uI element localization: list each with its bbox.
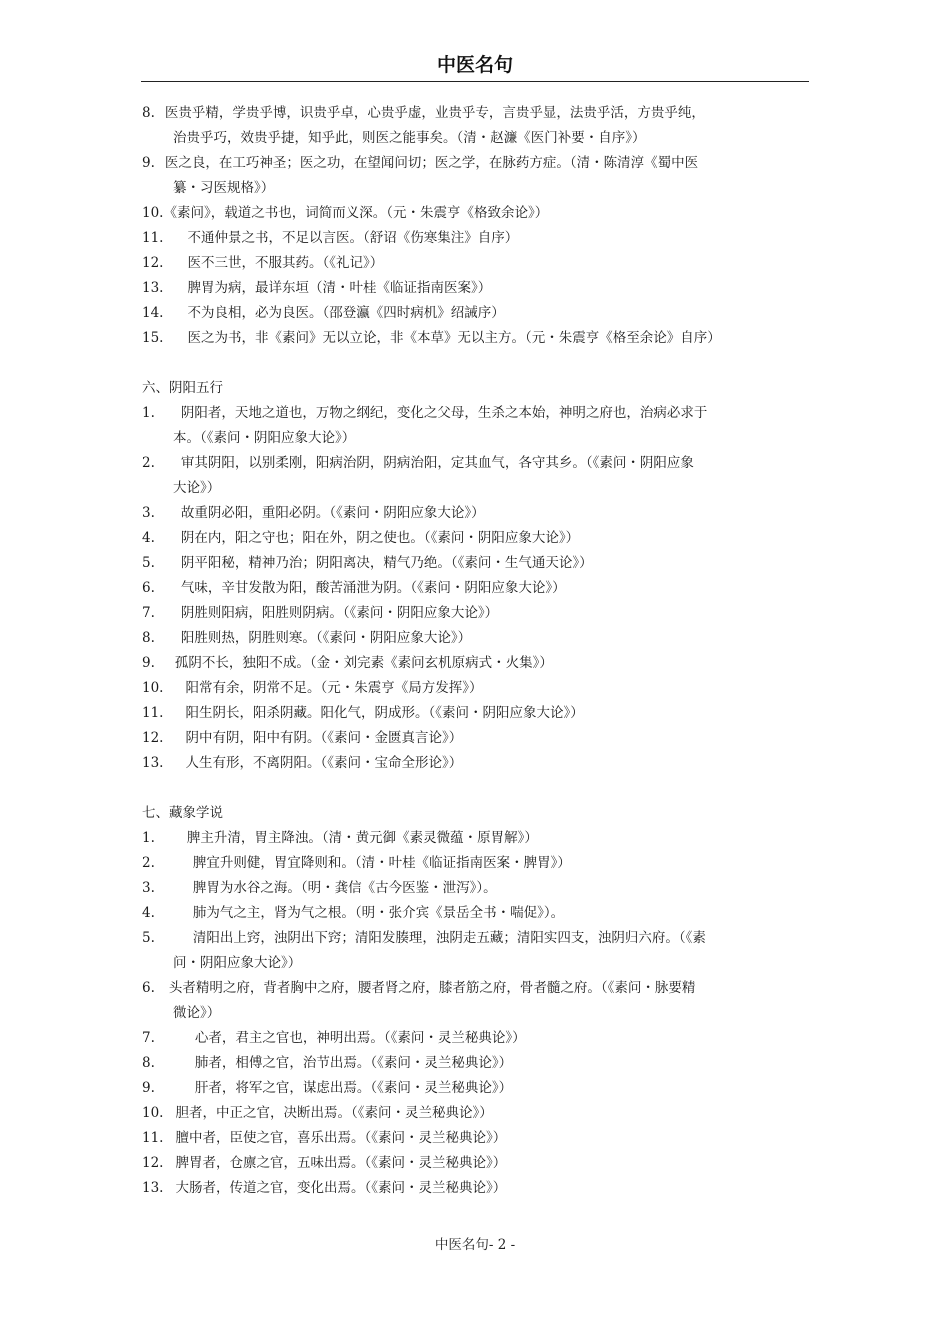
item-number: 5. [142,930,155,946]
item-number: 3. [142,505,155,521]
item-text: 清阳出上窍，浊阴出下窍；清阳发腠理，浊阴走五藏；清阳实四支，浊阴归六府。（《素 [192,930,706,946]
list-item-continuation: 纂・习医规格》） [173,180,275,196]
item-number: 6. [142,980,155,996]
item-number: 5. [142,555,155,571]
page-header-title: 中医名句 [436,54,513,76]
item-text: 脾胃者，仓廪之官，五味出焉。（《素问・灵兰秘典论》） [175,1155,507,1171]
item-number: 11. [142,230,164,246]
item-text: 头者精明之府，背者胸中之府，腰者肾之府，膝者筋之府，骨者髓之府。（《素问・脉要精 [168,980,696,996]
list-item [142,526,810,551]
item-text: 审其阴阳，以别柔刚，阳病治阴，阴病治阳，定其血气，各守其乡。（《素问・阴阳应象 [180,455,694,471]
item-text: 医贵乎精，学贵乎博，识贵乎卓，心贵乎虚，业贵乎专，言贵乎显，法贵乎活，方贵乎纯， [164,105,705,121]
item-number: 13. [142,280,164,296]
list-item [142,976,810,1001]
item-text: 阴平阳秘，精神乃治；阴阳离决，精气乃绝。（《素问・生气通天论》） [180,555,593,571]
item-text: 阳常有余，阴常不足。（元・朱震亨《局方发挥》） [185,680,483,696]
list-item [142,1026,810,1051]
item-text: 故重阴必阳，重阳必阴。（《素问・阴阳应象大论》） [180,505,485,521]
item-number: 15. [142,330,164,346]
list-item-continuation: 大论》） [173,480,221,496]
item-text: 气味，辛甘发散为阳，酸苦涌泄为阴。（《素问・阴阳应象大论》） [180,580,566,596]
section-heading: 六、阴阳五行 [142,380,223,396]
item-number: 8. [142,630,155,646]
list-item [142,1076,810,1101]
item-text: 不为良相，必为良医。（邵登瀛《四时病机》绍誡序） [187,305,505,321]
section-heading: 七、藏象学说 [142,805,223,821]
item-number: 9. [142,1080,155,1096]
item-text: 医之为书，非《素问》无以立论，非《本草》无以主方。（元・朱震亨《格至余论》自序） [187,330,721,346]
item-text: 阴在内，阳之守也；阳在外，阴之使也。（《素问・阴阳应象大论》） [180,530,580,546]
item-number: 8. [142,1055,155,1071]
item-number: 10. [142,680,164,696]
list-item [142,326,810,351]
item-number: 2. [142,855,155,871]
list-item [142,1176,810,1201]
list-item [142,876,810,901]
item-text: 脾胃为病，最详东垣（清・叶桂《临证指南医案》） [187,280,492,296]
item-text: 阴胜则阳病，阳胜则阴病。（《素问・阴阳应象大论》） [180,605,499,621]
item-text: 脾宜升则健，胃宜降则和。（清・叶桂《临证指南医案・脾胃》） [192,855,571,871]
item-text: 不通仲景之书，不足以言医。（舒诏《伤寒集注》自序） [187,230,519,246]
item-text: 医之良，在工巧神圣；医之功，在望闻问切；医之学，在脉药方症。（清・陈清淳《蜀中医 [164,155,699,171]
item-number: 13. [142,1180,164,1196]
list-item [142,726,810,751]
item-text: 肝者，将军之官，谋虑出焉。（《素问・灵兰秘典论》） [194,1080,513,1096]
list-item [142,251,810,276]
list-item [142,901,810,926]
section-gap [142,776,810,801]
item-text: 《素问》，载道之书也，词简而义深。（元・朱震亨《格致余论》） [163,205,549,221]
header-rule [141,81,809,82]
list-item [142,301,810,326]
item-number: 12. [142,255,164,271]
list-item [142,1051,810,1076]
list-item [142,226,810,251]
list-item [142,701,810,726]
list-item [142,576,810,601]
list-item [142,651,810,676]
list-item [142,276,810,301]
list-item [142,926,810,951]
item-number: 11. [142,1130,164,1146]
item-number: 10. [142,1105,164,1121]
item-text: 人生有形，不离阴阳。（《素问・宝命全形论》） [185,755,463,771]
item-number: 9. [142,155,155,171]
list-item [142,751,810,776]
item-number: 9. [142,655,155,671]
list-item [142,151,810,176]
list-item-continuation: 问・阴阳应象大论》） [173,955,302,971]
item-number: 1. [142,830,155,846]
list-item [142,401,810,426]
item-number: 4. [142,530,155,546]
item-number: 4. [142,905,155,921]
list-item-continuation: 微论》） [173,1005,221,1021]
list-item-continuation: 本。（《素问・阴阳应象大论》） [173,430,356,446]
list-item [142,1151,810,1176]
item-text: 大肠者，传道之官，变化出焉。（《素问・灵兰秘典论》） [175,1180,507,1196]
item-text: 阴中有阴，阳中有阴。（《素问・金匮真言论》） [185,730,463,746]
item-number: 7. [142,605,155,621]
item-text: 阳胜则热，阴胜则寒。（《素问・阴阳应象大论》） [180,630,472,646]
item-text: 胆者，中正之官，决断出焉。（《素问・灵兰秘典论》） [175,1105,493,1121]
section-gap [142,351,810,376]
item-number: 7. [142,1030,155,1046]
item-text: 肺者，相傅之官，治节出焉。（《素问・灵兰秘典论》） [194,1055,513,1071]
item-number: 14. [142,305,164,321]
list-item [142,626,810,651]
item-text: 脾胃为水谷之海。（明・龚信《古今医鉴・泄泻》）。 [192,880,497,896]
document-body [142,101,810,1201]
item-number: 13. [142,755,164,771]
list-item [142,551,810,576]
item-number: 3. [142,880,155,896]
item-text: 膻中者，臣使之官，喜乐出焉。（《素问・灵兰秘典论》） [175,1130,507,1146]
item-number: 2. [142,455,155,471]
item-text: 阳生阴长，阳杀阴藏。阳化气，阴成形。（《素问・阴阳应象大论》） [185,705,584,721]
page-footer: 中医名句- 2 - [434,1237,516,1253]
item-text: 医不三世，不服其药。（《礼记》） [187,255,384,271]
list-item [142,1126,810,1151]
list-item [142,601,810,626]
item-number: 10. [142,205,164,221]
list-item [142,676,810,701]
item-text: 心者，君主之官也，神明出焉。（《素问・灵兰秘典论》） [194,1030,526,1046]
item-number: 6. [142,580,155,596]
list-item [142,451,810,476]
list-item [142,826,810,851]
item-text: 肺为气之主，肾为气之根。（明・张介宾《景岳全书・喘促》）。 [192,905,565,921]
item-number: 12. [142,1155,164,1171]
list-item [142,201,810,226]
item-text: 阴阳者，天地之道也，万物之纲纪，变化之父母，生杀之本始，神明之府也，治病必求于 [180,405,708,421]
list-item-continuation: 治贵乎巧，效贵乎捷，知乎此，则医之能事矣。（清・赵濂《医门补要・自序》） [173,130,646,146]
list-item [142,1101,810,1126]
item-number: 1. [142,405,155,421]
list-item [142,501,810,526]
item-text: 脾主升清，胃主降浊。（清・黄元御《素灵微蕴・原胃解》） [186,830,538,846]
list-item [142,851,810,876]
item-number: 8. [142,105,155,121]
item-number: 11. [142,705,164,721]
list-item [142,101,810,126]
item-number: 12. [142,730,164,746]
item-text: 孤阴不长，独阳不成。（金・刘完素《素问玄机原病式・火集》） [174,655,553,671]
